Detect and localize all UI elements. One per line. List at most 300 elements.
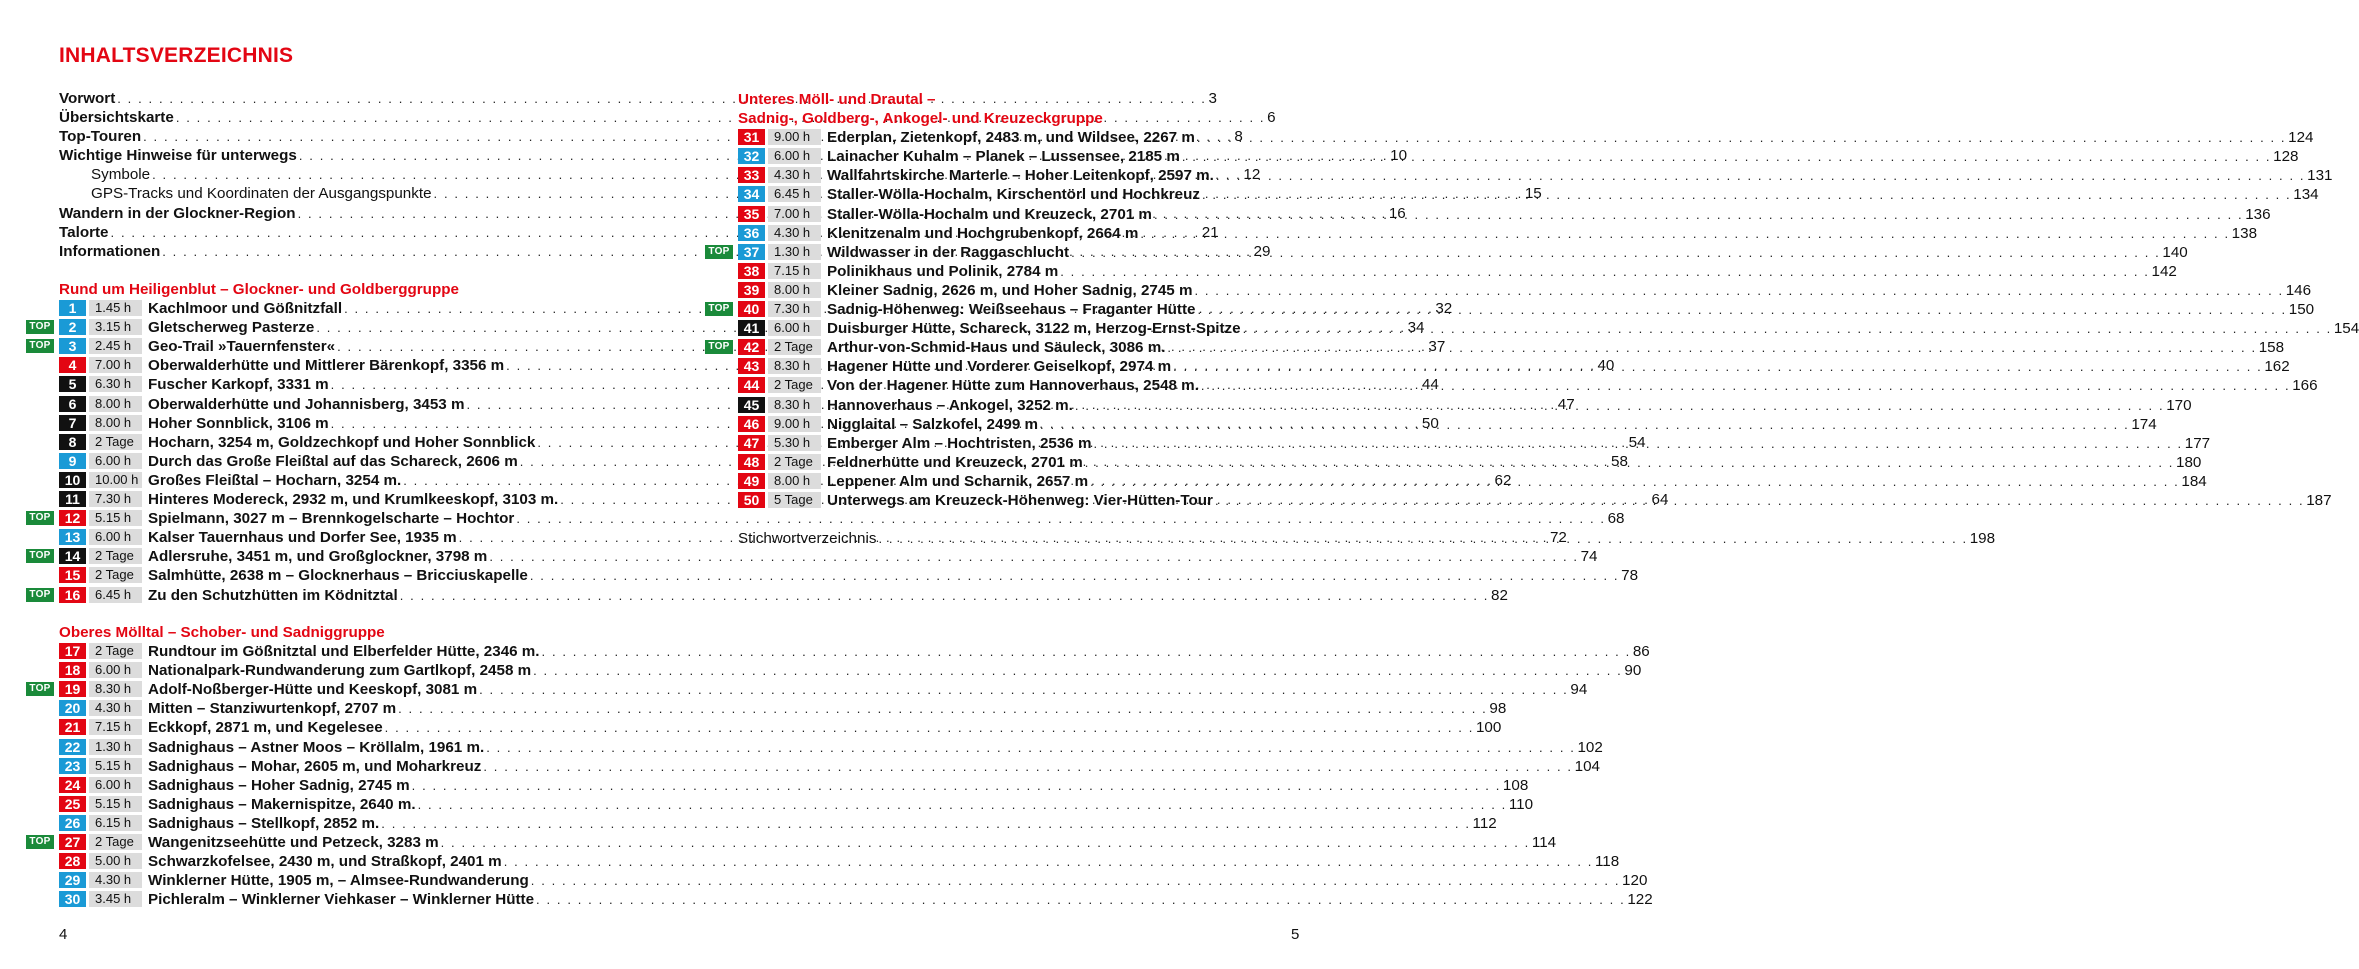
tour-number-badge: 45 xyxy=(738,397,765,413)
leader-dots xyxy=(1197,128,2286,147)
tour-duration: 2.45 h xyxy=(89,338,142,354)
entry-title: Von der Hagener Hütte zum Hannoverhaus, 2548 m. xyxy=(827,377,1199,395)
tour-duration: 6.00 h xyxy=(89,529,142,545)
tour-entry[interactable] xyxy=(59,642,1650,661)
entry-title: Wallfahrtskirche Marterle – Hoher Leitenkopf, 2597 m. xyxy=(827,167,1214,185)
tour-number-badge: 23 xyxy=(59,758,86,774)
leader-dots xyxy=(1093,434,2182,453)
entry-title: Übersichtskarte xyxy=(59,109,174,127)
page-number-left: 4 xyxy=(59,926,68,943)
section-heading: Unteres Möll- und Drautal – xyxy=(738,91,936,108)
entry-title: Staller-Wölla-Hochalm, Kirschentörl und Hochkreuz xyxy=(827,186,1200,204)
entry-page: 166 xyxy=(2292,377,2318,395)
tour-number-badge: 27 xyxy=(59,834,86,850)
tour-entry[interactable] xyxy=(738,281,2312,300)
entry-title: Kachlmoor und Gößnitzfall xyxy=(148,300,343,318)
entry-page: 100 xyxy=(1475,719,1502,737)
leader-dots xyxy=(1243,319,2332,338)
entry-title: Hannoverhaus – Ankogel, 3252 m. xyxy=(827,396,1073,414)
tour-duration: 8.30 h xyxy=(768,358,821,374)
entry-title: GPS-Tracks und Koordinaten der Ausgangspunkte xyxy=(91,185,432,203)
entry-page: 40 xyxy=(1597,357,1615,375)
tour-duration: 5 Tage xyxy=(768,492,821,508)
tour-number-badge: 26 xyxy=(59,815,86,831)
entry-title: Kalser Tauernhaus und Dorfer See, 1935 m xyxy=(148,529,457,547)
entry-title: Kleiner Sadnig, 2626 m, und Hoher Sadnig, 2745 m xyxy=(827,281,1193,299)
entry-title: Staller-Wölla-Hochalm und Kreuzeck, 2701 m xyxy=(827,205,1152,223)
entry-page: 124 xyxy=(2288,129,2314,147)
entry-page: 138 xyxy=(2231,224,2258,242)
entry-page: 136 xyxy=(2245,205,2271,223)
entry-page: 74 xyxy=(1580,548,1598,566)
entry-page: 58 xyxy=(1611,452,1628,470)
leader-line xyxy=(148,833,1557,852)
top-badge: TOP xyxy=(705,302,733,316)
entry-page: 104 xyxy=(1574,757,1600,775)
entry-page: 146 xyxy=(2285,281,2312,299)
tour-duration: 1.45 h xyxy=(89,300,142,316)
top-badge: TOP xyxy=(26,511,54,525)
entry-title: Adolf-Noßberger-Hütte und Keeskopf, 3081 m xyxy=(148,681,478,699)
entry-page: 110 xyxy=(1508,795,1534,813)
leader-dots xyxy=(1090,472,2179,491)
tour-duration: 6.00 h xyxy=(89,662,142,678)
tour-entry[interactable] xyxy=(29,680,1588,699)
entry-page: 54 xyxy=(1628,433,1646,451)
entry-title: Rundtour im Gößnitztal und Elberfelder Hütte, 2346 m. xyxy=(148,643,540,661)
entry-title: Klenitzenalm und Hochgrubenkopf, 2664 m xyxy=(827,224,1139,242)
entry-title: Sadnighaus – Astner Moos – Kröllalm, 1961 m. xyxy=(148,738,485,756)
entry-title: Sadnig-Höhenweg: Weißseehaus – Fraganter Hütte xyxy=(827,301,1196,319)
entry-page: 98 xyxy=(1489,700,1507,718)
entry-page: 62 xyxy=(1494,471,1512,489)
tour-number-badge: 25 xyxy=(59,796,86,812)
top-badge: TOP xyxy=(26,682,54,696)
entry-page: 180 xyxy=(2176,453,2202,471)
tour-entry[interactable] xyxy=(59,566,1639,585)
tour-duration: 2 Tage xyxy=(89,434,142,450)
tour-entry[interactable] xyxy=(59,871,1648,890)
entry-title: Lainacher Kuhalm – Planek – Lussensee, 2185 m xyxy=(827,148,1180,166)
tour-entry[interactable] xyxy=(738,376,2318,395)
entry-page: 15 xyxy=(1524,185,1542,203)
entry-page: 114 xyxy=(1531,834,1557,852)
tour-duration: 1.30 h xyxy=(768,244,821,260)
leader-line xyxy=(148,566,1639,585)
tour-duration: 4.30 h xyxy=(89,872,142,888)
tour-entry[interactable] xyxy=(59,738,1603,757)
entry-page: 34 xyxy=(1407,319,1425,337)
entry-title: Arthur-von-Schmid-Haus und Säuleck, 3086 m. xyxy=(827,339,1166,357)
section-heading: Rund um Heiligenblut – Glockner- und Goldberggruppe xyxy=(59,281,459,298)
leader-dots xyxy=(1060,262,2149,281)
entry-page: 94 xyxy=(1570,681,1588,699)
index-entry-page: 198 xyxy=(1969,530,1996,547)
entry-title: Wandern in der Glockner-Region xyxy=(59,204,296,222)
entry-title: Emberger Alm – Hochtristen, 2536 m xyxy=(827,434,1092,452)
tour-duration: 8.30 h xyxy=(89,681,142,697)
entry-page: 134 xyxy=(2293,186,2319,204)
tour-duration: 7.30 h xyxy=(89,491,142,507)
tour-duration: 2 Tage xyxy=(89,643,142,659)
tour-number-badge: 1 xyxy=(59,300,86,316)
entry-title: Geo-Trail »Tauernfenster« xyxy=(148,338,336,356)
tour-number-badge: 4 xyxy=(59,357,86,373)
entry-title: Fuscher Karkopf, 3331 m xyxy=(148,376,329,394)
entry-page: 174 xyxy=(2131,415,2157,433)
entry-page: 120 xyxy=(1622,872,1648,890)
tour-duration: 8.00 h xyxy=(89,396,142,412)
tour-entry[interactable] xyxy=(738,262,2177,281)
top-badge: TOP xyxy=(26,320,54,334)
tour-duration: 5.15 h xyxy=(89,758,142,774)
tour-duration: 6.15 h xyxy=(89,815,142,831)
tour-entry[interactable] xyxy=(59,814,1497,833)
leader-dots xyxy=(1194,281,2283,300)
tour-duration: 6.45 h xyxy=(89,587,142,603)
entry-page: 90 xyxy=(1624,662,1642,680)
entry-page: 64 xyxy=(1651,491,1669,509)
entry-title: Gletscherweg Pasterze xyxy=(148,319,315,337)
leader-line xyxy=(148,757,1600,776)
entry-page: 108 xyxy=(1502,776,1529,794)
entry-title: Durch das Große Fleißtal auf das Schareck, 2606 m xyxy=(148,452,518,470)
tour-entry[interactable] xyxy=(29,509,1625,528)
leader-dots xyxy=(1202,185,2291,204)
tour-entry[interactable] xyxy=(29,547,1598,566)
tour-duration: 7.00 h xyxy=(768,206,821,222)
entry-title: Sadnighaus – Stellkopf, 2852 m. xyxy=(148,814,380,832)
leader-dots xyxy=(1167,338,2256,357)
tour-duration: 6.00 h xyxy=(768,148,821,164)
entry-title: Oberwalderhütte und Johannisberg, 3453 m xyxy=(148,395,465,413)
tour-entry[interactable] xyxy=(59,718,1502,737)
tour-duration: 9.00 h xyxy=(768,129,821,145)
tour-number-badge: 21 xyxy=(59,719,86,735)
entry-page: 128 xyxy=(2273,148,2299,166)
section-oberes-moelltal xyxy=(29,623,1653,909)
entry-page: 158 xyxy=(2258,339,2285,357)
entry-title: Sadnighaus – Mohar, 2605 m, und Moharkreuz xyxy=(148,757,482,775)
tour-number-badge: 11 xyxy=(59,491,86,507)
leader-dots xyxy=(1075,396,2164,415)
entry-page: 16 xyxy=(1388,204,1406,222)
tour-entry[interactable] xyxy=(738,224,2258,243)
tour-number-badge: 3 xyxy=(59,338,86,354)
entry-title: Polinikhaus und Polinik, 2784 m xyxy=(827,262,1059,280)
tour-duration: 2 Tage xyxy=(89,834,142,850)
entry-title: Hoher Sonnblick, 3106 m xyxy=(148,414,329,432)
entry-title: Wichtige Hinweise für unterwegs xyxy=(59,147,297,165)
tour-number-badge: 7 xyxy=(59,415,86,431)
page-title: INHALTSVERZEICHNIS xyxy=(59,44,294,67)
entry-page: 72 xyxy=(1549,529,1567,547)
entry-page: 6 xyxy=(1267,109,1276,127)
tour-duration: 6.45 h xyxy=(768,186,821,202)
entry-page: 10 xyxy=(1390,147,1408,165)
leader-line xyxy=(148,776,1529,795)
entry-page: 68 xyxy=(1607,510,1625,528)
entry-title: Leppener Alm und Scharnik, 2657 m xyxy=(827,472,1089,490)
entry-title: Hocharn, 3254 m, Goldzechkopf und Hoher Sonnblick xyxy=(148,433,536,451)
tour-number-badge: 28 xyxy=(59,853,86,869)
entry-page: 187 xyxy=(2306,491,2332,509)
tour-duration: 8.00 h xyxy=(768,282,821,298)
leader-line xyxy=(148,547,1598,566)
tour-entry[interactable] xyxy=(29,833,1557,852)
tour-number-badge: 17 xyxy=(59,643,86,659)
tour-entry[interactable] xyxy=(708,243,2188,262)
leader-line xyxy=(148,738,1603,757)
entry-page: 82 xyxy=(1491,586,1508,604)
entry-page: 37 xyxy=(1428,338,1446,356)
leader-line xyxy=(148,814,1497,833)
index-entry-title: Stichwortverzeichnis xyxy=(738,530,877,547)
leader-dots xyxy=(878,529,1967,548)
tour-number-badge: 9 xyxy=(59,453,86,469)
tour-duration: 4.30 h xyxy=(768,225,821,241)
tour-duration: 6.00 h xyxy=(89,453,142,469)
leader-line xyxy=(148,509,1625,528)
entry-page: 118 xyxy=(1594,853,1620,871)
tour-number-badge: 15 xyxy=(59,567,86,583)
tour-duration: 2 Tage xyxy=(768,377,821,393)
entry-page: 142 xyxy=(2151,262,2177,280)
tour-number-badge: 29 xyxy=(59,872,86,888)
leader-line xyxy=(148,661,1642,680)
entry-title: Talorte xyxy=(59,223,109,241)
tour-duration: 7.15 h xyxy=(768,263,821,279)
tour-number-badge: 30 xyxy=(59,891,86,907)
entry-title: Zu den Schutzhütten im Ködnitztal xyxy=(148,586,398,604)
tour-number-badge: 42 xyxy=(738,339,765,355)
section-heading: Oberes Mölltal – Schober- und Sadniggruppe xyxy=(59,624,385,641)
entry-title: Hagener Hütte und Vorderer Geiselkopf, 2974 m xyxy=(827,358,1172,376)
tour-duration: 4.30 h xyxy=(89,700,142,716)
top-badge: TOP xyxy=(26,339,54,353)
entry-page: 8 xyxy=(1234,128,1243,146)
entry-title: Wildwasser in der Raggaschlucht xyxy=(827,243,1070,261)
entry-page: 150 xyxy=(2288,301,2315,319)
tour-number-badge: 16 xyxy=(59,587,86,603)
tour-number-badge: 24 xyxy=(59,777,86,793)
tour-number-badge: 31 xyxy=(738,129,765,145)
tour-duration: 8.30 h xyxy=(768,397,821,413)
tour-duration: 1.30 h xyxy=(89,739,142,755)
entry-title: Sadnighaus – Hoher Sadnig, 2745 m xyxy=(148,776,410,794)
tour-duration: 5.00 h xyxy=(89,853,142,869)
entry-page: 21 xyxy=(1201,223,1219,241)
leader-dots xyxy=(1140,224,2229,243)
tour-duration: 2 Tage xyxy=(89,567,142,583)
tour-number-badge: 6 xyxy=(59,396,86,412)
leader-dots xyxy=(1040,415,2129,434)
tour-entry[interactable] xyxy=(59,699,1507,718)
entry-title: Sadnighaus – Makernispitze, 2640 m. xyxy=(148,795,416,813)
entry-page: 112 xyxy=(1472,814,1497,832)
top-badge: TOP xyxy=(26,549,54,563)
tour-number-badge: 46 xyxy=(738,416,765,432)
entry-page: 32 xyxy=(1435,300,1453,318)
leader-dots xyxy=(1201,376,2290,395)
tour-number-badge: 38 xyxy=(738,263,765,279)
tour-duration: 5.30 h xyxy=(768,435,821,451)
leader-line xyxy=(148,718,1502,737)
leader-line xyxy=(827,166,2333,185)
leader-dots xyxy=(1154,205,2243,224)
tour-duration: 4.30 h xyxy=(768,167,821,183)
tour-number-badge: 20 xyxy=(59,700,86,716)
tour-entry[interactable] xyxy=(738,166,2333,185)
tour-entry[interactable] xyxy=(59,890,1653,909)
entry-title: Eckkopf, 2871 m, und Kegelesee xyxy=(148,719,383,737)
tour-number-badge: 22 xyxy=(59,739,86,755)
tour-duration: 3.45 h xyxy=(89,891,142,907)
entry-page: 50 xyxy=(1421,414,1439,432)
entry-title: Mitten – Stanziwurtenkopf, 2707 m xyxy=(148,700,397,718)
entry-title: Duisburger Hütte, Schareck, 3122 m, Herzog-Ernst-Spitze xyxy=(827,320,1241,338)
tour-number-badge: 49 xyxy=(738,473,765,489)
tour-number-badge: 2 xyxy=(59,319,86,335)
tour-number-badge: 34 xyxy=(738,186,765,202)
entry-page: 47 xyxy=(1557,395,1575,413)
tour-number-badge: 47 xyxy=(738,435,765,451)
tour-number-badge: 8 xyxy=(59,434,86,450)
entry-page: 170 xyxy=(2166,396,2192,414)
tour-number-badge: 48 xyxy=(738,454,765,470)
leader-dots xyxy=(1071,243,2160,262)
leader-dots xyxy=(1215,491,2304,510)
entry-page: 86 xyxy=(1632,643,1650,661)
tour-number-badge: 37 xyxy=(738,244,765,260)
leader-dots xyxy=(1173,357,2262,376)
leader-line xyxy=(827,281,2312,300)
entry-page: 162 xyxy=(2264,358,2290,376)
tour-number-badge: 41 xyxy=(738,320,765,336)
entry-title: Oberwalderhütte und Mittlerer Bärenkopf, 3356 m xyxy=(148,357,505,375)
entry-title: Unterwegs am Kreuzeck-Höhenweg: Vier-Hütten-Tour xyxy=(827,491,1213,509)
tour-entry[interactable] xyxy=(59,795,1534,814)
top-badge: TOP xyxy=(26,588,54,602)
tour-number-badge: 40 xyxy=(738,301,765,317)
leader-line xyxy=(827,128,2314,147)
tour-entry[interactable] xyxy=(738,128,2314,147)
entry-title: Vorwort xyxy=(59,90,116,107)
leader-line xyxy=(148,890,1653,909)
tour-number-badge: 19 xyxy=(59,681,86,697)
tour-duration: 10.00 h xyxy=(89,472,142,488)
tour-entry[interactable] xyxy=(59,757,1600,776)
entry-title: Feldnerhütte und Kreuzeck, 2701 m xyxy=(827,453,1083,471)
entry-page: 154 xyxy=(2333,320,2359,338)
tour-duration: 5.15 h xyxy=(89,510,142,526)
top-badge: TOP xyxy=(705,245,733,259)
tour-number-badge: 14 xyxy=(59,548,86,564)
entry-title: Informationen xyxy=(59,242,161,260)
entry-title: Adlersruhe, 3451 m, und Großglockner, 3798 m xyxy=(148,548,488,566)
tour-entry[interactable] xyxy=(59,852,1620,871)
top-badge: TOP xyxy=(26,835,54,849)
entry-page: 78 xyxy=(1621,567,1639,585)
tour-number-badge: 13 xyxy=(59,529,86,545)
tour-number-badge: 35 xyxy=(738,206,765,222)
entry-page: 131 xyxy=(2307,167,2333,185)
tour-number-badge: 50 xyxy=(738,492,765,508)
entry-page: 44 xyxy=(1421,376,1439,394)
tour-duration: 7.15 h xyxy=(89,719,142,735)
entry-page: 3 xyxy=(1208,90,1217,107)
leader-line xyxy=(148,871,1648,890)
entry-title: Spielmann, 3027 m – Brennkogelscharte – Hochtor xyxy=(148,510,515,528)
entry-title: Großes Fleißtal – Hocharn, 3254 m. xyxy=(148,471,402,489)
tour-number-badge: 5 xyxy=(59,376,86,392)
entry-page: 12 xyxy=(1243,166,1261,184)
entry-title: Pichleralm – Winklerner Viehkaser – Winklerner Hütte xyxy=(148,891,535,909)
tour-entry[interactable] xyxy=(59,776,1529,795)
tour-entry[interactable] xyxy=(59,661,1642,680)
tour-duration: 2 Tage xyxy=(768,339,821,355)
entry-title: Ederplan, Zietenkopf, 2483 m, und Wildsee, 2267 m xyxy=(827,129,1195,147)
tour-number-badge: 33 xyxy=(738,167,765,183)
entry-title: Wangenitzseehütte und Petzeck, 3283 m xyxy=(148,834,439,852)
tour-duration: 6.00 h xyxy=(89,777,142,793)
entry-title: Nigglaital – Salzkofel, 2499 m xyxy=(827,415,1039,433)
tour-duration: 8.00 h xyxy=(768,473,821,489)
tour-duration: 8.00 h xyxy=(89,415,142,431)
entry-page: 29 xyxy=(1253,242,1271,260)
page-number-right: 5 xyxy=(1291,926,1300,943)
tour-duration: 2 Tage xyxy=(768,454,821,470)
leader-line xyxy=(148,699,1507,718)
tour-number-badge: 36 xyxy=(738,225,765,241)
entry-title: Top-Touren xyxy=(59,128,142,146)
leader-dots xyxy=(1198,300,2287,319)
tour-duration: 3.15 h xyxy=(89,319,142,335)
leader-line xyxy=(148,642,1650,661)
entry-title: Salmhütte, 2638 m – Glocknerhaus – Bricciuskapelle xyxy=(148,567,528,585)
top-badge: TOP xyxy=(705,340,733,354)
entry-title: Hinteres Modereck, 2932 m, und Krumlkeeskopf, 3103 m. xyxy=(148,491,559,509)
tour-number-badge: 12 xyxy=(59,510,86,526)
leader-line xyxy=(148,680,1588,699)
tour-number-badge: 44 xyxy=(738,377,765,393)
entry-page: 122 xyxy=(1627,891,1653,909)
tour-duration: 9.00 h xyxy=(768,416,821,432)
tour-entry[interactable] xyxy=(29,586,1508,605)
tour-duration: 5.15 h xyxy=(89,796,142,812)
leader-line xyxy=(827,262,2177,281)
tour-number-badge: 18 xyxy=(59,662,86,678)
leader-dots xyxy=(1085,453,2174,472)
leader-line xyxy=(827,243,2188,262)
tour-duration: 6.00 h xyxy=(768,320,821,336)
entry-title: Winklerner Hütte, 1905 m, – Almsee-Rundwanderung xyxy=(148,872,529,890)
tour-duration: 7.30 h xyxy=(768,301,821,317)
leader-line xyxy=(827,224,2258,243)
leader-line xyxy=(148,586,1508,605)
leader-line xyxy=(148,795,1534,814)
entry-page: 184 xyxy=(2181,472,2207,490)
tour-duration: 2 Tage xyxy=(89,548,142,564)
tour-number-badge: 43 xyxy=(738,358,765,374)
tour-duration: 6.30 h xyxy=(89,376,142,392)
leader-dots xyxy=(1216,166,2305,185)
tour-duration: 7.00 h xyxy=(89,357,142,373)
entry-page: 102 xyxy=(1577,738,1603,756)
entry-page: 140 xyxy=(2162,243,2188,261)
entry-title: Nationalpark-Rundwanderung zum Gartlkopf, 2458 m xyxy=(148,662,532,680)
tour-number-badge: 32 xyxy=(738,148,765,164)
